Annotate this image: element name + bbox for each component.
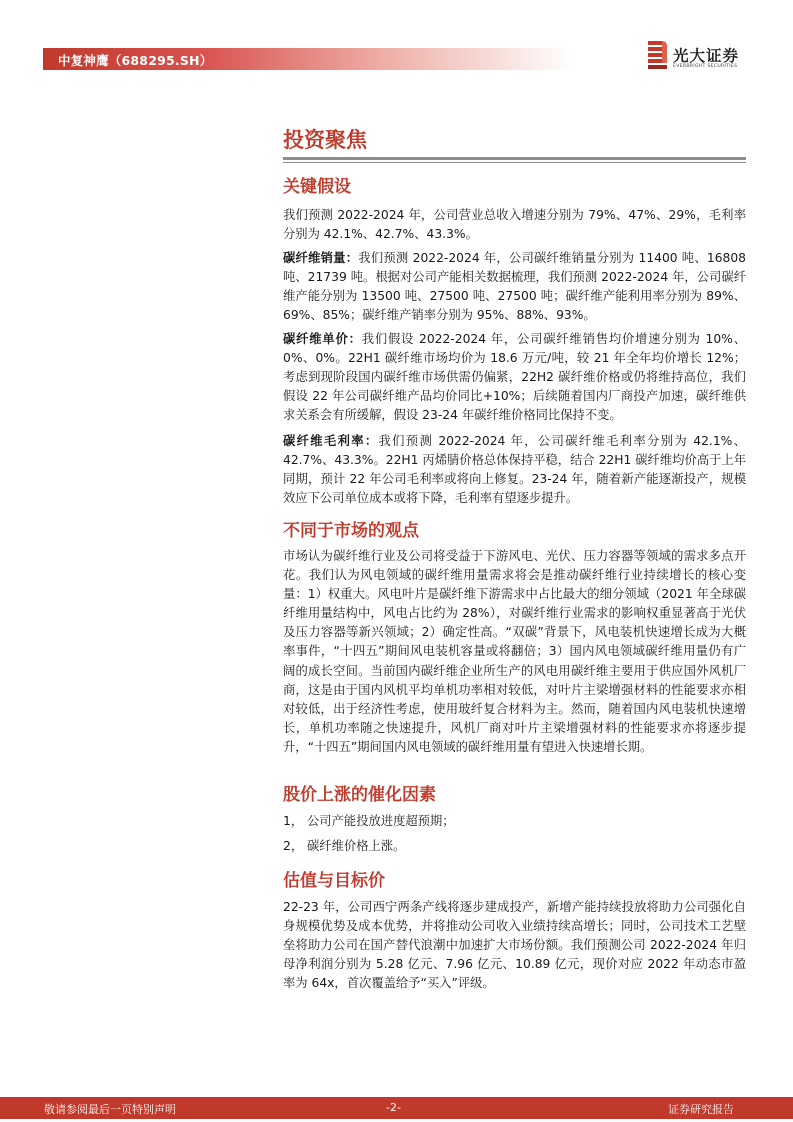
catalyst-text: 公司产能投放进度超预期； <box>307 814 455 828</box>
catalyst-number: 1， <box>283 814 304 828</box>
volume-label: 碳纤维销量： <box>283 251 359 265</box>
section-heading-valuation: 估值与目标价 <box>283 871 385 891</box>
footer-report-type: 证券研究报告 <box>668 1103 734 1116</box>
page-number: -2- <box>386 1101 401 1114</box>
section-heading-catalysts: 股价上涨的催化因素 <box>283 785 436 805</box>
everbright-logo <box>646 40 761 74</box>
section-heading-assumptions: 关键假设 <box>283 177 351 197</box>
title-divider-thin <box>283 162 746 163</box>
valuation-paragraph: 22-23 年，公司西宁两条产线将逐步建成投产，新增产能持续投放将助力公司强化自身规模优势及成本优势，并将推动公司收入业绩持续高增长；同时，公司技术工艺壁垒将助力公司在国产替代浪潮中加速扩大市场份额。我们预测公司 2022-2024 年归母净利润分别为 5.28 亿元、7.96 亿元、10.89 亿元，现价对应 2022 年动态市盈率为 64x，首次覆盖给予“买入”评级。 <box>283 900 746 991</box>
margin-label: 碳纤维毛利率： <box>283 434 379 448</box>
assumptions-margin-paragraph <box>283 432 746 508</box>
logo-english-name: EVERBRIGHT SECURITIES <box>673 64 738 69</box>
volume-text: 我们预测 2022-2024 年，公司碳纤维销量分别为 11400 吨、16808 吨、21739 吨。根据对公司产能相关数据梳理，我们预测 2022-2024 年，公司碳纤维产能分别为 13500 吨、27500 吨、27500 吨；碳纤维产能利用率分别为 89%、69%、85%；碳纤维产销率分别为 95%、88%、93%。 <box>283 251 746 323</box>
title-divider <box>283 157 746 160</box>
assumptions-intro: 我们预测 2022-2024 年，公司营业总收入增速分别为 79%、47%、29%，毛利率分别为 42.1%、42.7%、43.3%。 <box>283 208 746 242</box>
margin-text: 我们预测 2022-2024 年，公司碳纤维毛利率分别为 42.1%、42.7%、43.3%。22H1 丙烯腈价格总体保持平稳，结合 22H1 碳纤维均价高于上年同期，预计 22 年公司毛利率或将向上修复。23-24 年，随着新产能逐渐投产，规模效应下公司单位成本或将下降，毛利率有望逐步提升。 <box>283 434 746 506</box>
everbright-logo-icon <box>646 40 668 70</box>
price-label: 碳纤维单价： <box>283 332 362 346</box>
catalyst-number: 2， <box>283 839 304 853</box>
view-paragraph: 市场认为碳纤维行业及公司将受益于下游风电、光伏、压力容器等领域的需求多点开花。我们认为风电领域的碳纤维用量需求将会是推动碳纤维行业持续增长的核心变量：1）权重大。风电叶片是碳纤维下游需求中占比最大的细分领域（2021 年全球碳纤维用量结构中，风电占比约为 28%），对碳纤维行业需求的影响权重显著高于光伏及压力容器等新兴领域；2）确定性高。“双碳”背景下，风电装机快速增长成为大概率事件，“十四五”期间风电装机容量或将翻倍；3）国内风电领域碳纤维用量仍有广阔的成长空间。当前国内碳纤维企业所生产的风电用碳纤维主要用于供应国外风机厂商，这是由于国内风机平均单机功率相对较低，对叶片主梁增强材料的性能要求亦相对较低，出于经济性考虑，使用玻纤复合材料为主。然而，随着国内风电装机快速增长，单机功率随之快速提升，风机厂商对叶片主梁增强材料的性能要求亦将逐步提升，“十四五”期间国内风电领域的碳纤维用量有望进入快速增长期。 <box>283 549 746 754</box>
page-title: 投资聚焦 <box>283 128 367 152</box>
catalyst-item <box>283 837 405 856</box>
header-company-title: 中复神鹰（688295.SH） <box>58 53 213 68</box>
section-heading-view: 不同于市场的观点 <box>283 521 419 541</box>
assumptions-volume-paragraph <box>283 249 746 325</box>
catalyst-text: 碳纤维价格上涨。 <box>307 839 406 853</box>
catalyst-item <box>283 812 455 831</box>
assumptions-price-paragraph <box>283 330 746 425</box>
logo-chinese-name: 光大证券 <box>673 47 740 65</box>
footer-disclaimer-note: 敬请参阅最后一页特别声明 <box>44 1103 176 1116</box>
price-text: 我们假设 2022-2024 年，公司碳纤维销售均价增速分别为 10%、0%、0%。22H1 碳纤维市场均价为 18.6 万元/吨，较 21 年全年均价增长 12%；考虑到现阶段国内碳纤维市场供需仍偏紧，22H2 碳纤维价格或仍将维持高位，我们假设 22 年公司碳纤维产品均价同比+10%；后续随着国内厂商投产加速，碳纤维供求关系会有所缓解，假设 23-24 年碳纤维价格同比保持不变。 <box>283 332 746 423</box>
